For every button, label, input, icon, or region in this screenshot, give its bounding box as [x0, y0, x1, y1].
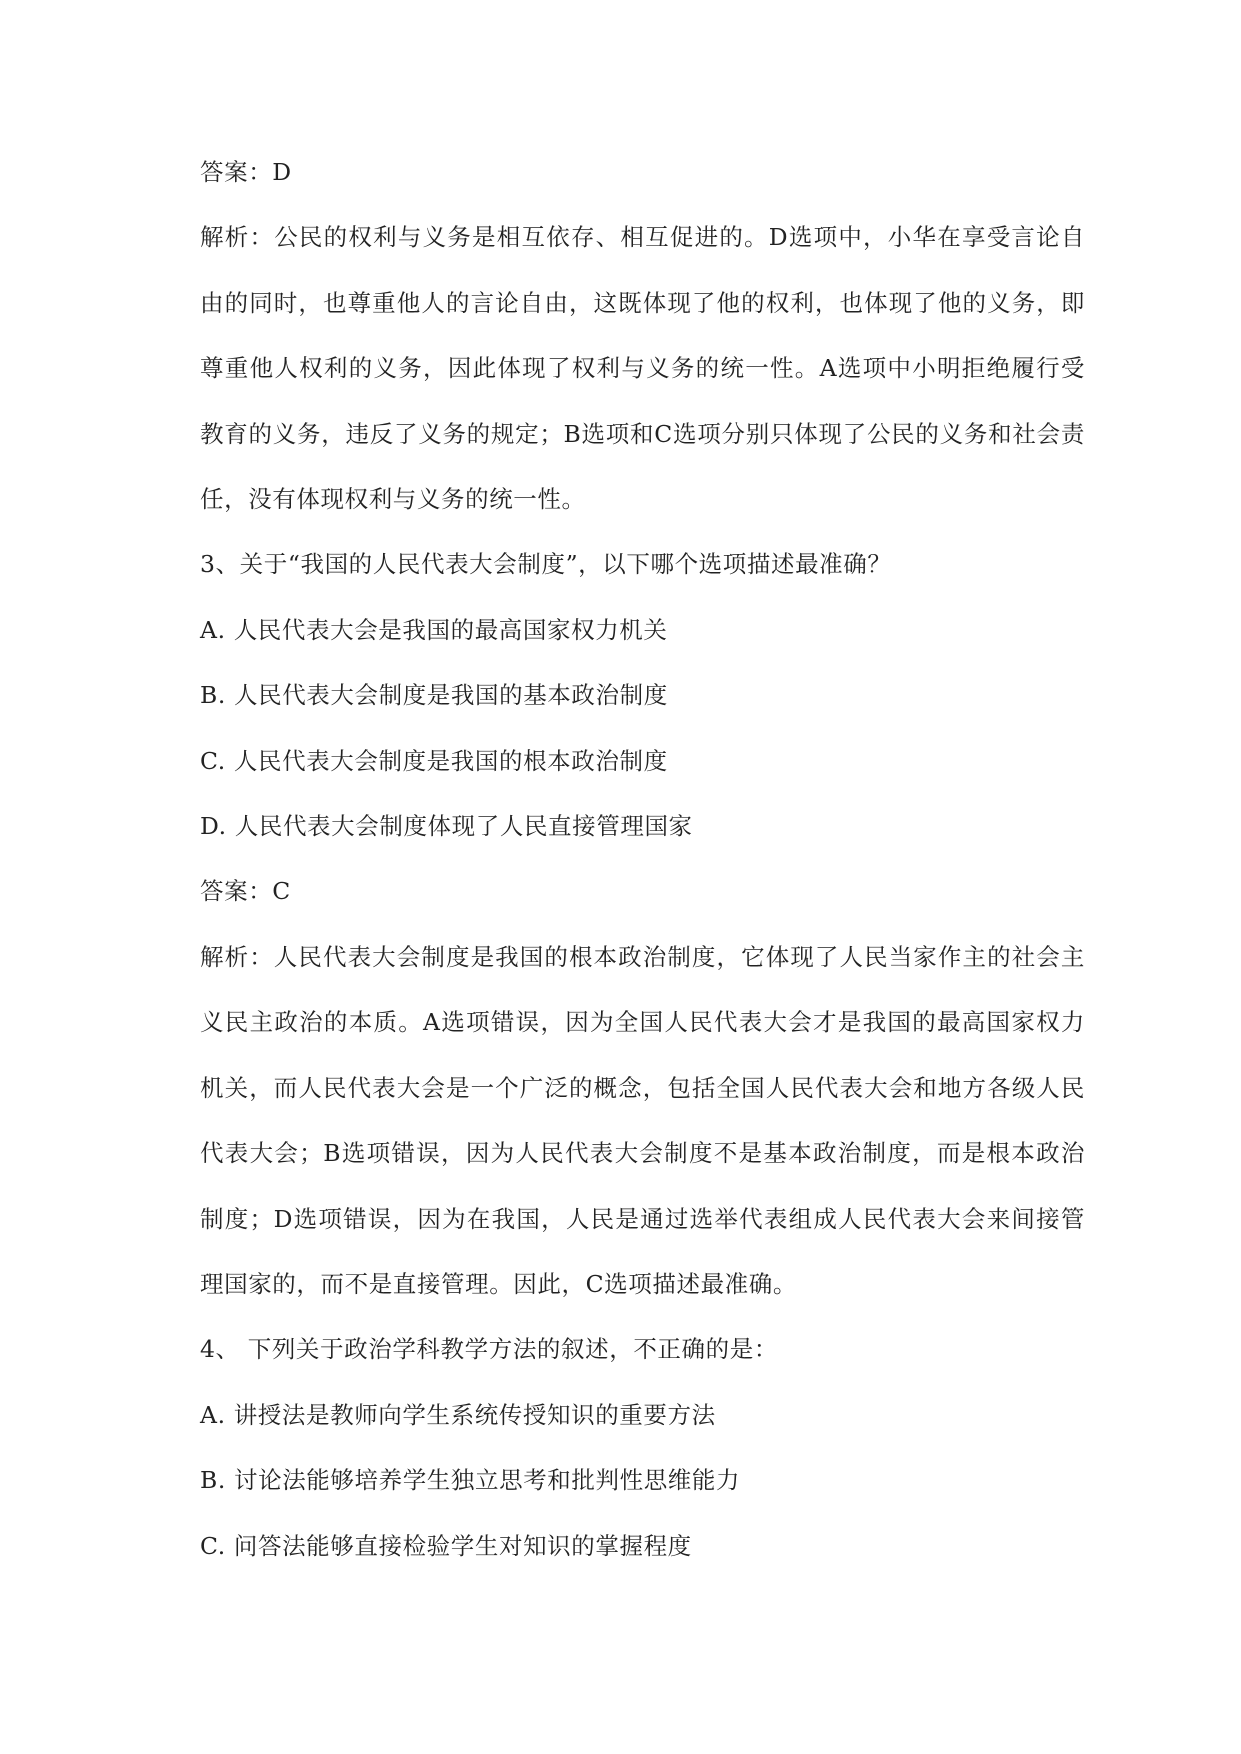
option-d: D. 人民代表大会制度体现了人民直接管理国家: [200, 812, 693, 841]
option-b: B. 讨论法能够培养学生独立思考和批判性思维能力: [200, 1466, 741, 1495]
option-c: C. 问答法能够直接检验学生对知识的掌握程度: [200, 1531, 692, 1560]
option-a: A. 讲授法是教师向学生系统传授知识的重要方法: [200, 1400, 716, 1429]
analysis-paragraph: 解析：公民的权利与义务是相互依存、相互促进的。D选项中，小华在享受言论自由的同时，也尊重他人的言论自由，这既体现了他的权利，也体现了他的义务，即尊重他人权利的义务，因此体现了权利与义务的统一性。A选项中小明拒绝履行受教育的义务，违反了义务的规定；B选项和C选项分别只体现了公民的义务和社会责任，没有体现权利与义务的统一性。: [200, 223, 1085, 514]
question-stem: 3、关于“我国的人民代表大会制度”，以下哪个选项描述最准确？: [200, 550, 892, 579]
analysis-paragraph: 解析：人民代表大会制度是我国的根本政治制度，它体现了人民当家作主的社会主义民主政治的本质。A选项错误，因为全国人民代表大会才是我国的最高国家权力机关，而人民代表大会是一个广泛的概念，包括全国人民代表大会和地方各级人民代表大会；B选项错误，因为人民代表大会制度不是基本政治制度，而是根本政治制度；D选项错误，因为在我国，人民是通过选举代表组成人民代表大会来间接管理国家的，而不是直接管理。因此，C选项描述最准确。: [200, 942, 1085, 1298]
option-a: A. 人民代表大会是我国的最高国家权力机关: [200, 615, 668, 644]
page-content: [200, 140, 1085, 1579]
option-b: B. 人民代表大会制度是我国的基本政治制度: [200, 681, 668, 710]
option-c: C. 人民代表大会制度是我国的根本政治制度: [200, 746, 668, 775]
question-stem: 4、 下列关于政治学科教学方法的叙述，不正确的是：: [200, 1335, 778, 1364]
answer-line: 答案：C: [200, 877, 291, 906]
answer-line: 答案：D: [200, 158, 292, 186]
